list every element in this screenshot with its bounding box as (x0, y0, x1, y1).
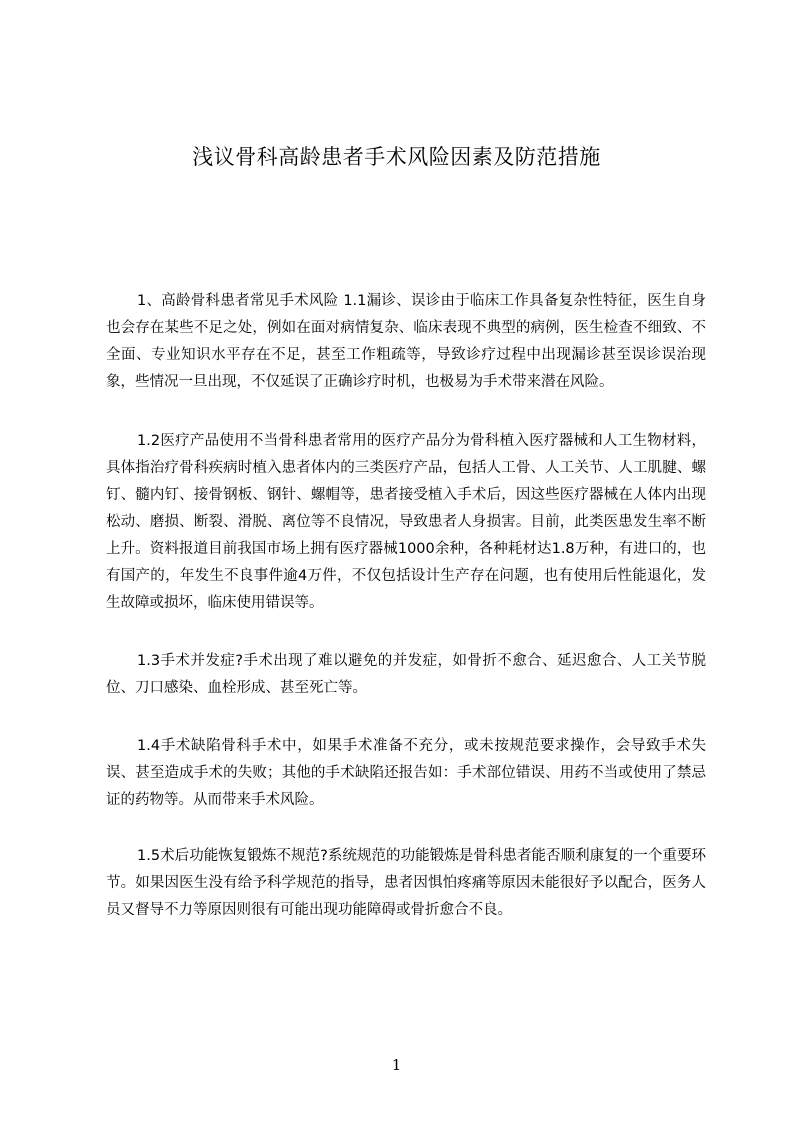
document-title: 浅议骨科高龄患者手术风险因素及防范措施 (192, 145, 601, 169)
paragraph-1-3: 1.3手术并发症?手术出现了难以避免的并发症，如骨折不愈合、延迟愈合、人工关节脱位、刀口感染、血栓形成、甚至死亡等。 (106, 653, 706, 696)
paragraph-1-4: 1.4手术缺陷骨科手术中，如果手术准备不充分，或未按规范要求操作，会导致手术失误、甚至造成手术的失败；其他的手术缺陷还报告如：手术部位错误、用药不当或使用了禁忌证的药物等。从而带来手术风险。 (106, 738, 706, 808)
paragraph-1-1: 1、高龄骨科患者常见手术风险 1.1漏诊、误诊由于临床工作具备复杂性特征，医生自身也会存在某些不足之处，例如在面对病情复杂、临床表现不典型的病例，医生检查不细致、不全面、专业知识水平存在不足，甚至工作粗疏等，导致诊疗过程中出现漏诊甚至误诊误治现象，些情况一旦出现，不仅延误了正确诊疗时机，也极易为手术带来潜在风险。 (106, 293, 706, 390)
page-number: 1 (391, 1056, 402, 1074)
paragraph-1-2: 1.2医疗产品使用不当骨科患者常用的医疗产品分为骨科植入医疗器械和人工生物材料，具体指治疗骨科疾病时植入患者体内的三类医疗产品，包括人工骨、人工关节、人工肌腱、螺钉、髓内钉、接骨钢板、钢针、螺帽等，患者接受植入手术后，因这些医疗器械在人体内出现松动、磨损、断裂、滑脱、离位等不良情况，导致患者人身损害。目前，此类医患发生率不断上升。资料报道目前我国市场上拥有医疗器械1000余种，各种耗材达1.8万种，有进口的，也有国产的，年发生不良事件逾4万件，不仅包括设计生产存在问题，也有使用后性能退化，发生故障或损坏，临床使用错误等。 (106, 433, 706, 611)
document-body (106, 288, 706, 950)
paragraph-1-5: 1.5术后功能恢复锻炼不规范?系统规范的功能锻炼是骨科患者能否顺利康复的一个重要环节。如果因医生没有给予科学规范的指导，患者因惧怕疼痛等原因未能很好予以配合，医务人员又督导不力等原因则很有可能出现功能障碍或骨折愈合不良。 (106, 848, 706, 918)
